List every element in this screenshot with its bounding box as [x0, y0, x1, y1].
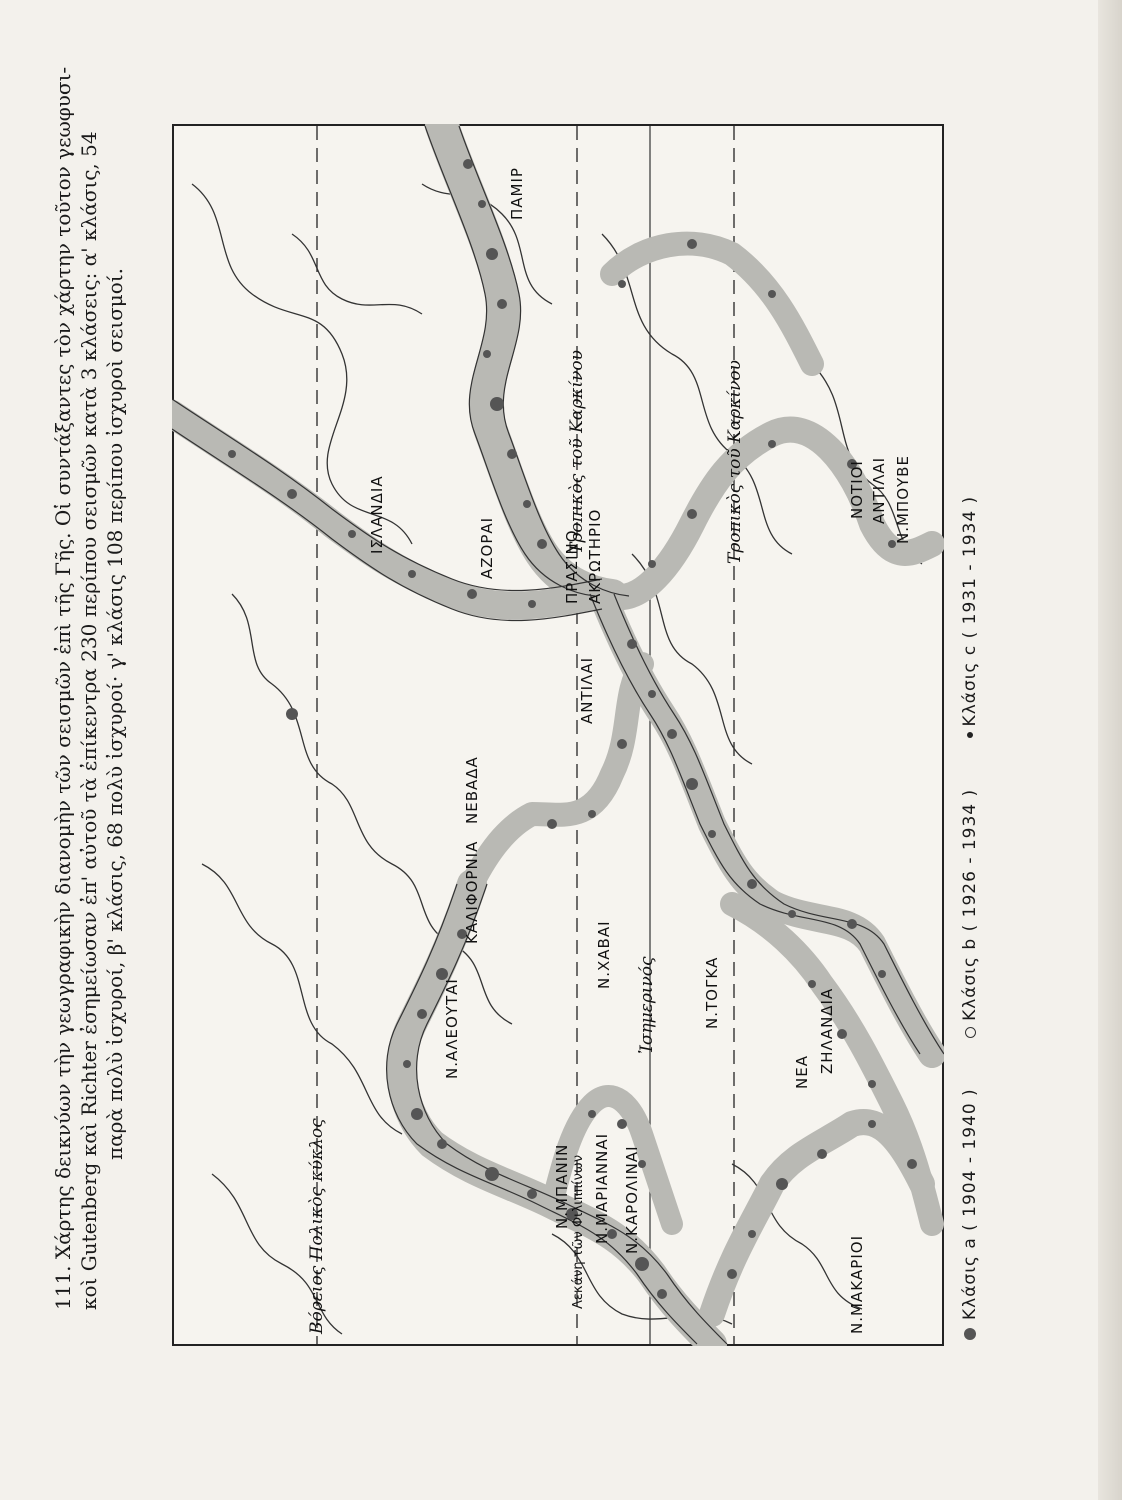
legend-class-c [960, 474, 980, 739]
legend-dot-b [965, 1027, 976, 1038]
legend-dot-a [964, 1328, 976, 1340]
label-arctic-circle: Βόρειος Πολικὸς κύκλος [307, 1118, 327, 1334]
label-tropic-2: Τροπικὸς τοῦ Καρκίνου [725, 360, 745, 564]
legend-class-b-text: Κλάσις b ( 1926 - 1934 ) [960, 788, 980, 1021]
label-california: ΚΑΛΙΦΟΡΝΙΑ [463, 840, 481, 944]
label-bouvet: Ν.ΜΠΟΥΒΕ [894, 455, 912, 544]
label-bonin: Ν.ΜΠΑΝΙΝ [553, 1143, 571, 1229]
label-hawaii: Ν.ΧΑΒΑΙ [595, 920, 613, 989]
label-new-zealand-2: ΖΗΛΑΝΔΙΑ [818, 987, 836, 1074]
label-pamir: ΠΑΜΙΡ [508, 167, 526, 220]
label-iceland: ΙΣΛΑΝΔΙΑ [368, 475, 386, 554]
map-legend [960, 495, 1000, 1340]
label-south-antilles-2: ΑΝΤΙΛΑΙ [870, 456, 888, 524]
map-svg [172, 124, 944, 1346]
label-aleutians: Ν.ΑΛΕΟΥΤΑΙ [443, 978, 461, 1079]
legend-class-b [960, 760, 980, 1037]
label-tropic-1: Τροπικὸς τοῦ Καρκίνου [567, 350, 587, 554]
label-antilles: ΑΝΤΙΛΑΙ [578, 656, 596, 724]
label-green-cape-2: ΑΚΡΩΤΗΡΙΟ [586, 508, 604, 604]
legend-class-a-text: Κλάσις a ( 1904 - 1940 ) [960, 1088, 980, 1320]
label-tonga: Ν.ΤΟΓΚΑ [703, 956, 721, 1029]
caption-line-3: παρὰ πολὺ ἰσχυροί, β' κλάσις, 68 πολὺ ἰσχυροί· γ' κλάσις 108 περίπου ἰσχυροὶ σεισμοί. [103, 268, 127, 1160]
label-azores: ΑΖΟΡΑΙ [478, 516, 496, 579]
caption-line-1: 111. Χάρτης δεικνύων τὴν γεωγραφικὴν διανομὴν τῶν σεισμῶν ἐπὶ τῆς Γῆς. Οἱ συντάξαντες τὸν χάρτην τοῦτον γεωφυσι- [51, 66, 75, 1310]
label-marianas: Ν.ΜΑΡΙΑΝΝΑΙ [593, 1132, 611, 1244]
caption-line-2: κοὶ Gutenberg καὶ Richter ἐσημείωσαν ἐπ' αὐτοῦ τὰ ἐπίκεντρα 230 περίπου σεισμῶν κατὰ 3 κλάσεις: α' κλάσις, 54 [77, 131, 101, 1310]
figure-caption [50, 66, 180, 1310]
label-nevada: ΝΕΒΑΔΑ [463, 756, 481, 824]
label-philippine-basin: Λεκάνη τῶν Φιλιππίνων [571, 1154, 586, 1309]
label-equator: Ἰσημερινός [637, 956, 657, 1054]
label-south-antilles: ΝΟΤΙΟΙ [848, 460, 866, 519]
seismic-map [172, 124, 944, 1346]
label-green-cape: ΠΡΑΣΙΝΟ [563, 529, 581, 604]
label-macquarie: Ν.ΜΑΚΑΡΙΟΙ [848, 1235, 866, 1334]
label-new-zealand: ΝΕΑ [793, 1055, 811, 1089]
label-carolines: Ν.ΚΑΡΟΛΙΝΑΙ [623, 1145, 641, 1254]
legend-class-c-text: Κλάσις c ( 1931 - 1934 ) [960, 495, 980, 727]
page-edge [1098, 0, 1122, 1500]
legend-dot-c [967, 732, 973, 738]
legend-class-a [960, 1060, 980, 1340]
